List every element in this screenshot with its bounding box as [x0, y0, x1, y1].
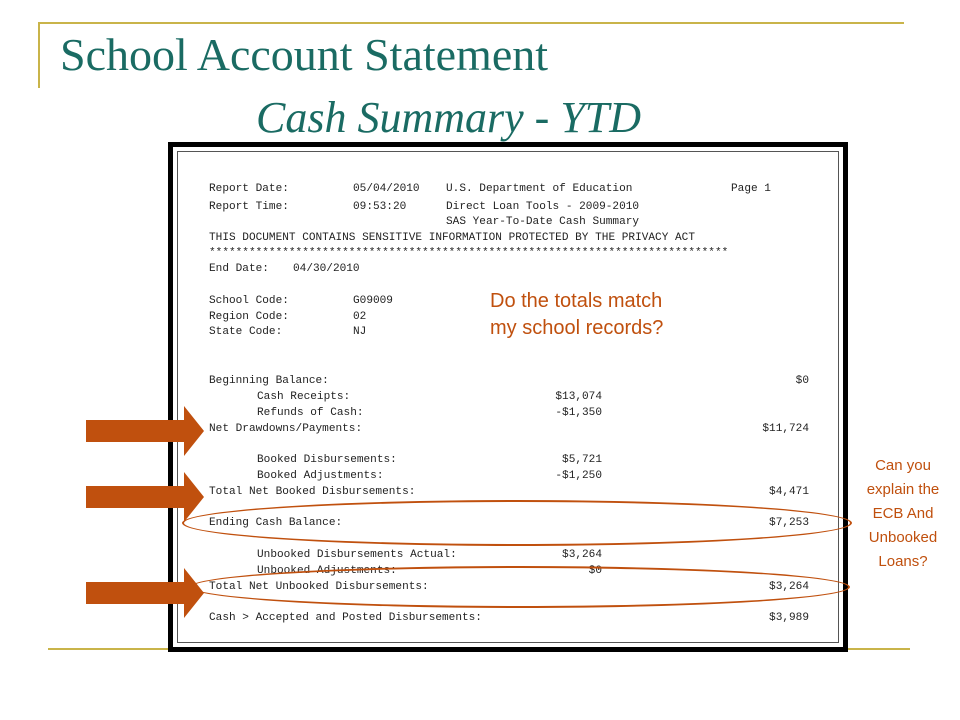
region-code-value: 02 — [353, 311, 367, 323]
ecb-callout-line3: ECB And — [872, 505, 934, 522]
ecb-callout-line4: Unbooked — [868, 529, 938, 546]
refunds-of-cash-value: -$1,350 — [555, 407, 602, 419]
total-net-booked-label: Total Net Booked Disbursements: — [209, 486, 416, 498]
cash-gt-accepted-label: Cash > Accepted and Posted Disbursements: — [209, 612, 482, 624]
ending-cash-balance-value: $7,253 — [769, 517, 809, 529]
total-unbooked-oval — [190, 566, 850, 608]
totals-callout-line1: Do the totals match — [490, 290, 663, 312]
top-rule — [40, 22, 904, 24]
booked-disbursements-label: Booked Disbursements: — [257, 454, 397, 466]
beginning-balance-value: $0 — [795, 375, 809, 387]
total-net-booked-value: $4,471 — [769, 486, 809, 498]
ecb-callout — [844, 454, 960, 574]
school-code-value: G09009 — [353, 295, 393, 307]
unbooked-actual-label: Unbooked Disbursements Actual: — [257, 549, 457, 561]
school-code-label: School Code: — [209, 295, 289, 307]
end-date-label: End Date: — [209, 263, 269, 275]
left-rule — [38, 22, 40, 88]
report-date-value: 05/04/2010 — [353, 183, 420, 195]
end-date-value: 04/30/2010 — [293, 263, 360, 275]
cash-receipts-label: Cash Receipts: — [257, 391, 351, 403]
report-time-value: 09:53:20 — [353, 201, 407, 213]
total-net-unbooked-label: Total Net Unbooked Disbursements: — [209, 581, 429, 593]
slide-title: School Account Statement — [60, 29, 549, 80]
arrow-total-unbooked-icon — [86, 568, 204, 618]
region-code-label: Region Code: — [209, 311, 289, 323]
booked-adjustments-label: Booked Adjustments: — [257, 470, 384, 482]
unbooked-actual-value: $3,264 — [562, 549, 602, 561]
totals-callout — [490, 288, 750, 342]
slide-subtitle: Cash Summary - YTD — [256, 93, 642, 142]
net-drawdowns-value: $11,724 — [762, 423, 809, 435]
report-time-label: Report Time: — [209, 201, 289, 213]
report-name: SAS Year-To-Date Cash Summary — [446, 216, 640, 228]
booked-disbursements-value: $5,721 — [562, 454, 602, 466]
state-code-value: NJ — [353, 326, 367, 338]
ending-cash-balance-oval — [182, 500, 852, 546]
booked-adjustments-value: -$1,250 — [555, 470, 602, 482]
ecb-callout-line5: Loans? — [878, 553, 928, 570]
net-drawdowns-label: Net Drawdowns/Payments: — [209, 423, 363, 435]
ecb-callout-line1: Can you — [875, 457, 931, 474]
unbooked-adjustments-label: Unbooked Adjustments: — [257, 565, 397, 577]
arrow-total-booked-icon — [86, 472, 204, 522]
totals-callout-line2: my school records? — [490, 317, 664, 339]
ending-cash-balance-label: Ending Cash Balance: — [209, 517, 343, 529]
separator-line: ****************************************************************************** — [209, 247, 729, 259]
cash-receipts-value: $13,074 — [555, 391, 602, 403]
report-date-label: Report Date: — [209, 183, 289, 195]
ecb-callout-line2: explain the — [866, 481, 940, 498]
tool-name: Direct Loan Tools - 2009-2010 — [446, 201, 640, 213]
state-code-label: State Code: — [209, 326, 283, 338]
unbooked-adjustments-value: $0 — [588, 565, 602, 577]
beginning-balance-label: Beginning Balance: — [209, 375, 329, 387]
total-net-unbooked-value: $3,264 — [769, 581, 809, 593]
page-number: Page 1 — [731, 183, 771, 195]
arrow-net-drawdowns-icon — [86, 406, 204, 456]
refunds-of-cash-label: Refunds of Cash: — [257, 407, 364, 419]
department-name: U.S. Department of Education — [446, 183, 633, 195]
cash-gt-accepted-value: $3,989 — [769, 612, 809, 624]
privacy-notice: THIS DOCUMENT CONTAINS SENSITIVE INFORMATION PROTECTED BY THE PRIVACY ACT — [209, 232, 695, 244]
